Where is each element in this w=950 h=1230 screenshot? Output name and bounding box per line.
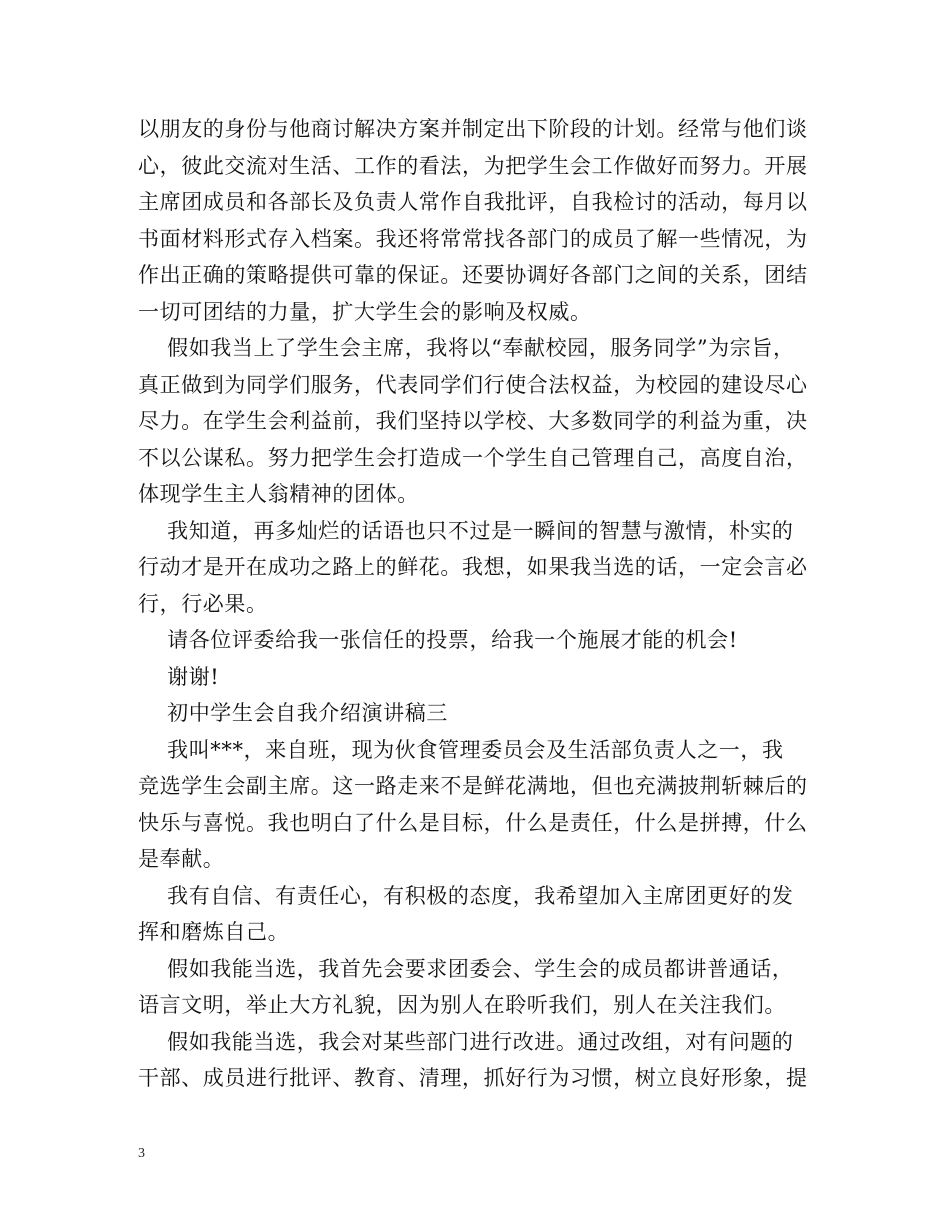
- page-number: 3: [138, 1146, 145, 1161]
- text-line: 我有自信、有责任心，有积极的态度，我希望加入主席团更好的发: [138, 883, 794, 908]
- text-line: 语言文明，举止大方礼貌，因为别人在聆听我们，别人在关注我们。: [138, 993, 786, 1017]
- text-line: 体现学生主人翁精神的团体。: [138, 482, 419, 506]
- text-line: 干部、成员进行批评、教育、清理，抓好行为习惯，树立良好形象，提: [138, 1066, 808, 1090]
- text-line: 不以公谋私。努力把学生会打造成一个学生自己管理自己，高度自治，: [138, 445, 808, 470]
- text-line: 一切可团结的力量，扩大学生会的影响及权威。: [138, 299, 592, 324]
- body-text: [138, 111, 828, 1097]
- text-line: 挥和磨炼自己。: [138, 920, 290, 944]
- text-line: 行，行必果。: [138, 591, 268, 616]
- text-line: 心，彼此交流对生活、工作的看法，为把学生会工作做好而努力。开展: [138, 153, 808, 178]
- text-line: 真正做到为同学们服务，代表同学们行使合法权益，为校园的建设尽心: [138, 372, 808, 397]
- text-line: 请各位评委给我一张信任的投票，给我一个施展才能的机会!: [138, 628, 738, 652]
- text-line: 是奉献。: [138, 847, 225, 871]
- text-line: 书面材料形式存入档案。我还将常常找各部门的成员了解一些情况，为: [138, 226, 808, 251]
- text-line: 主席团成员和各部长及负责人常作自我批评，自我检讨的活动，每月以: [138, 190, 808, 214]
- text-line: 快乐与喜悦。我也明白了什么是目标，什么是责任，什么是拼搏，什么: [138, 810, 808, 835]
- text-line: 假如我能当选，我首先会要求团委会、学生会的成员都讲普通话，: [138, 956, 794, 981]
- text-line: 尽力。在学生会利益前，我们坚持以学校、大多数同学的利益为重，决: [138, 409, 808, 433]
- text-line: 以朋友的身份与他商讨解决方案并制定出下阶段的计划。经常与他们谈: [138, 117, 808, 141]
- text-line: 假如我能当选，我会对某些部门进行改进。通过改组，对有问题的: [138, 1029, 794, 1054]
- text-line: 竞选学生会副主席。这一路走来不是鲜花满地，但也充满披荆斩棘后的: [138, 774, 808, 798]
- text-line: 作出正确的策略提供可靠的保证。还要协调好各部门之间的关系，团结: [138, 263, 808, 287]
- text-line: 假如我当上了学生会主席，我将以“奉献校园，服务同学”为宗旨，: [138, 336, 795, 360]
- text-line: 谢谢!: [138, 664, 220, 689]
- text-line: 行动才是开在成功之路上的鲜花。我想，如果我当选的话，一定会言必: [138, 555, 808, 579]
- section-heading: 初中学生会自我介绍演讲稿三: [138, 701, 448, 725]
- text-line: 我知道，再多灿烂的话语也只不过是一瞬间的智慧与激情，朴实的: [138, 518, 794, 543]
- text-line: 我叫***，来自班，现为伙食管理委员会及生活部负责人之一，我: [138, 737, 784, 762]
